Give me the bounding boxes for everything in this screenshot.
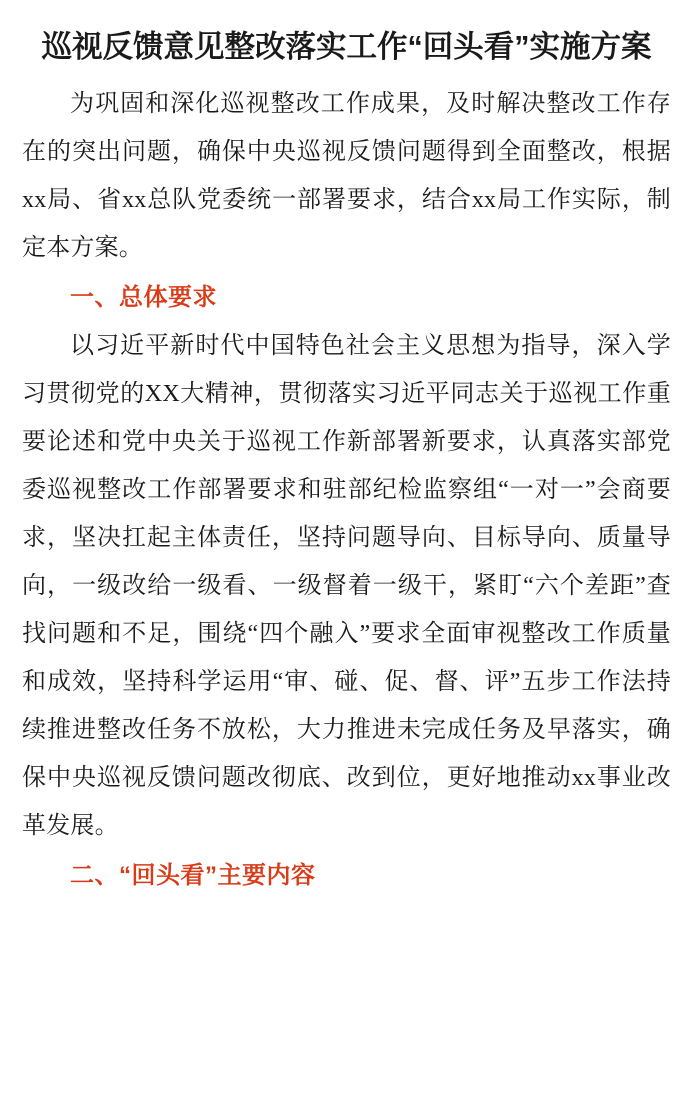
paragraph-intro: 为巩固和深化巡视整改工作成果，及时解决整改工作存在的突出问题，确保中央巡视反馈问题得到全面整改，根据xx局、省xx总队党委统一部署要求，结合xx局工作实际，制定本方案。	[22, 91, 671, 261]
section-heading-2: 二、“回头看”主要内容	[70, 862, 316, 889]
paragraph-section-1-body: 以习近平新时代中国特色社会主义思想为指导，深入学习贯彻党的XX大精神，贯彻落实习近平同志关于巡视工作重要论述和党中央关于巡视工作新部署新要求，认真落实部党委巡视整改工作部署要求和驻部纪检监察组“一对一”会商要求，坚决扛起主体责任，坚持问题导向、目标导向、质量导向，一级改给一级看、一级督着一级干，紧盯“六个差距”查找问题和不足，围绕“四个融入”要求全面审视整改工作质量和成效，坚持科学运用“审、碰、促、督、评”五步工作法持续推进整改任务不放松，大力推进未完成任务及早落实，确保中央巡视反馈问题改彻底、改到位，更好地推动xx事业改革发展。	[22, 333, 671, 839]
section-heading-1: 一、总体要求	[70, 284, 217, 311]
page-title: 巡视反馈意见整改落实工作“回头看”实施方案	[41, 30, 652, 64]
